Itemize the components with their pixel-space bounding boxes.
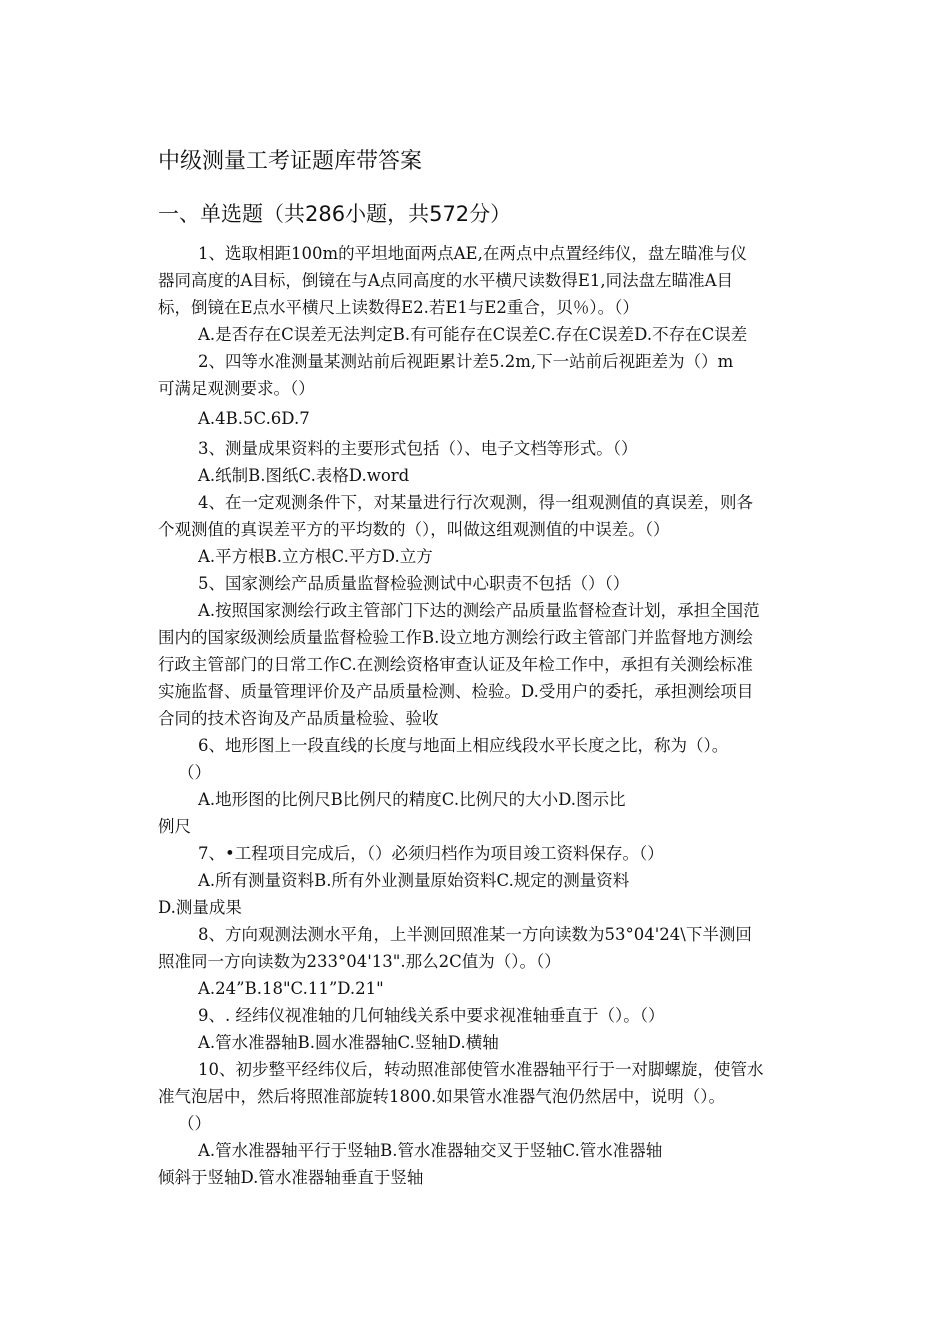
document-title: 中级测量工考证题库带答案	[158, 149, 423, 174]
q10-options-line-2: 倾斜于竖轴D.管水准器轴垂直于竖轴	[158, 1168, 424, 1187]
q5-options-line-3: 行政主管部门的日常工作C.在测绘资格审查认证及年检工作中，承担有关测绘标准	[158, 655, 753, 674]
q5-options-line-1: A.按照国家测绘行政主管部门下达的测绘产品质量监督检查计划，承担全国范	[198, 601, 760, 620]
q5-line-1: 5、国家测绘产品质量监督检验测试中心职责不包括（）（）	[198, 574, 630, 593]
q1-line-1: 1、选取相距100m的平坦地面两点AE,在两点中点置经纬仪，盘左瞄准与仪	[198, 244, 747, 263]
q3-options: A.纸制B.图纸C.表格D.word	[198, 466, 410, 485]
q4-line-1: 4、在一定观测条件下，对某量进行行次观测，得一组观测值的真误差，则各	[198, 493, 753, 512]
q10-options-line-1: A.管水准器轴平行于竖轴B.管水准器轴交叉于竖轴C.管水准器轴	[198, 1141, 663, 1160]
q1-line-3: 标，倒镜在E点水平横尺上读数得E2.若E1与E2重合，贝％）。（）	[158, 298, 639, 317]
q6-line-1: 6、地形图上一段直线的长度与地面上相应线段水平长度之比，称为（）。	[198, 736, 729, 755]
q4-line-2: 个观测值的真误差平方的平均数的（），叫做这组观测值的中误差。（）	[158, 520, 670, 539]
q4-options: A.平方根B.立方根C.平方D.立方	[198, 547, 433, 566]
q9-line-1: 9、. 经纬仪视准轴的几何轴线关系中要求视准轴垂直于（）。（）	[198, 1006, 665, 1025]
q2-line-1: 2、四等水准测量某测站前后视距累计差5.2m,下一站前后视距差为（）m	[198, 352, 734, 371]
q6-options-line-1: A.地形图的比例尺B比例尺的精度C.比例尺的大小D.图示比	[198, 790, 626, 809]
q8-line-2: 照准同一方向读数为233°04'13".那么2C值为（）。（）	[158, 952, 561, 971]
q9-options: A.管水准器轴B.圆水准器轴C.竖轴D.横轴	[198, 1033, 499, 1052]
q7-options-line-1: A.所有测量资料B.所有外业测量原始资料C.规定的测量资料	[198, 871, 630, 890]
q8-line-1: 8、方向观测法测水平角，上半测回照准某一方向读数为53°04'24\下半测回	[198, 925, 752, 944]
q8-options: A.24”B.18"C.11”D.21"	[198, 979, 384, 998]
q6-line-2: （）	[178, 763, 211, 782]
section-heading: 一、单选题（共286小题，共572分）	[158, 202, 512, 226]
q5-options-line-2: 围内的国家级测绘质量监督检验工作B.设立地方测绘行政主管部门并监督地方测绘	[158, 628, 753, 647]
q5-options-line-5: 合同的技术咨询及产品质量检验、验收	[158, 709, 439, 728]
q6-options-line-2: 例尺	[158, 817, 191, 836]
q10-line-2: 准气泡居中，然后将照准部旋转1800.如果管水准器气泡仍然居中，说明（）。	[158, 1087, 725, 1106]
question-list	[158, 240, 898, 1191]
q3-line-1: 3、测量成果资料的主要形式包括（）、电子文档等形式。（）	[198, 439, 638, 458]
q10-line-3: （）	[178, 1114, 211, 1133]
q5-options-line-4: 实施监督、质量管理评价及产品质量检测、检验。D.受用户的委托，承担测绘项目	[158, 682, 754, 701]
q1-options: A.是否存在C误差无法判定B.有可能存在C误差C.存在C误差D.不存在C误差	[198, 325, 748, 344]
q7-options-line-2: D.测量成果	[158, 898, 242, 917]
q2-options: A.4B.5C.6D.7	[198, 409, 310, 428]
q1-line-2: 器同高度的A目标，倒镜在与A点同高度的水平横尺读数得E1,同法盘左瞄准A目	[158, 271, 734, 290]
q7-line-1: 7、•工程项目完成后，（）必须归档作为项目竣工资料保存。（）	[198, 844, 664, 863]
q2-line-2: 可满足观测要求。（）	[158, 379, 315, 398]
q10-line-1: 10、初步整平经纬仪后，转动照准部使管水准器轴平行于一对脚螺旋，使管水	[198, 1060, 764, 1079]
